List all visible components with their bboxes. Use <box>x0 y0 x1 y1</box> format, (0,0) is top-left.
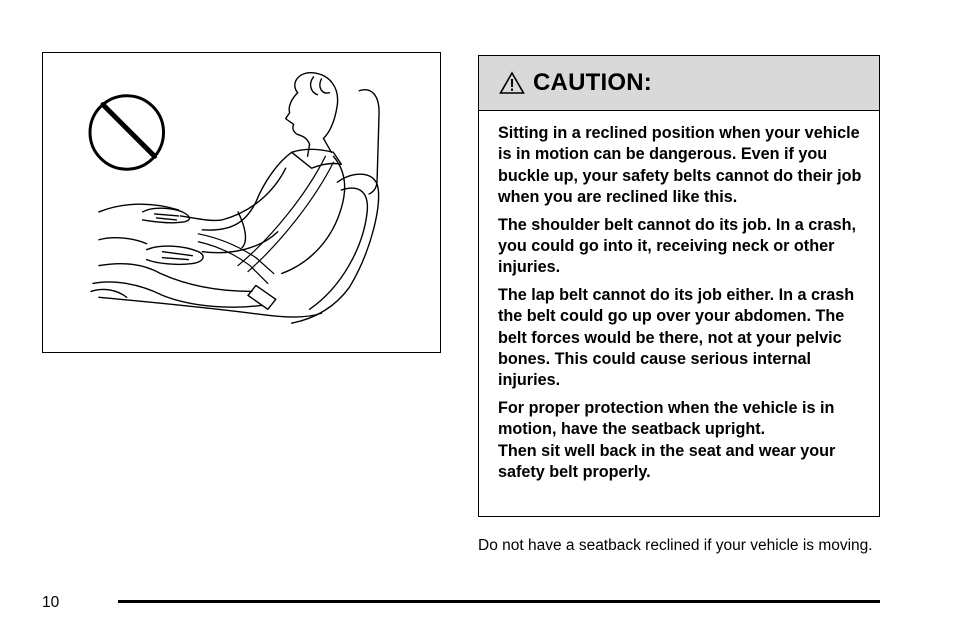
reclined-seat-illustration <box>42 52 441 353</box>
caution-paragraph: Sitting in a reclined position when your vehicle is in motion can be dangerous. Even if you buckle up, your safety belts cannot do their job when you are reclined like this. <box>498 124 862 207</box>
caution-paragraph: Then sit well back in the seat and wear your safety belt properly. <box>498 441 836 482</box>
caution-title: CAUTION: <box>533 69 652 96</box>
warning-triangle-icon <box>499 71 525 95</box>
footer-rule <box>118 600 880 603</box>
passenger-icon <box>93 73 345 310</box>
caution-paragraph: The shoulder belt cannot do its job. In a crash, you could go into it, receiving neck or other injuries. <box>498 215 856 277</box>
body-note: Do not have a seatback reclined if your vehicle is moving. <box>478 537 873 554</box>
seat-icon <box>91 90 379 323</box>
caution-body <box>479 111 879 484</box>
prohibition-icon <box>90 96 164 170</box>
caution-header <box>479 56 879 111</box>
caution-paragraph: For proper protection when the vehicle is in motion, have the seatback upright. <box>498 398 835 439</box>
caution-paragraph: The lap belt cannot do its job either. In a crash the belt could go up over your abdomen. The belt forces would be there, not at your pelvic bones. This could cause serious internal injuries. <box>498 285 855 390</box>
caution-box <box>478 55 880 517</box>
page-number: 10 <box>42 594 60 611</box>
